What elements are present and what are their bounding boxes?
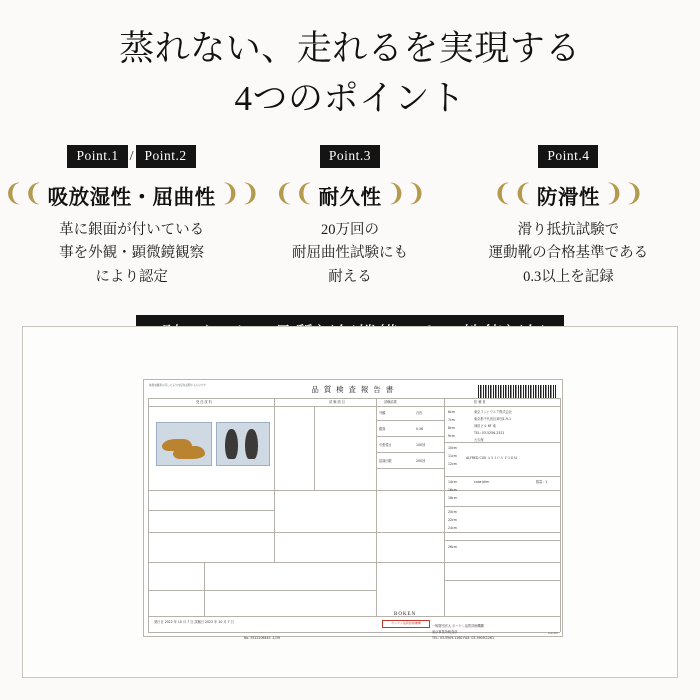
- doc-sample-label: 受 託 試 料: [196, 400, 212, 404]
- measure-item: 16cm: [448, 488, 457, 492]
- doc-tel: TEL: 03-5256-2521: [474, 431, 505, 435]
- point-tag: Point.3: [320, 145, 380, 168]
- laurel-right-icon: ❨❨: [219, 179, 260, 207]
- point-desc-line: 耐える: [328, 268, 372, 285]
- test-row-value: 0.36: [416, 427, 424, 431]
- doc-report-no: No. 3522206445 -1/39: [244, 636, 280, 640]
- headline-line-2: 4つのポイント: [234, 78, 466, 118]
- doc-contact: 大久保: [474, 438, 484, 442]
- point-title: 防滑性: [536, 186, 600, 209]
- doc-qty: 数量 : 1: [536, 480, 548, 484]
- doc-header-note: 検査成績書の写しにより内容を証明するものです: [149, 384, 207, 387]
- point-1-title-row: [3, 180, 259, 210]
- laurel-right-icon: ❨❨: [385, 179, 426, 207]
- doc-title: 品 質 検 査 報 告 書: [311, 385, 395, 394]
- page-title: [0, 0, 700, 123]
- test-row-value: 白色: [416, 411, 423, 415]
- laurel-left-icon: ❨❨: [274, 179, 315, 207]
- measure-item: 9cm: [448, 434, 455, 438]
- doc-footer-tel: TEL: 03-5909-1260 FAX: 03-5909-1261: [432, 636, 494, 640]
- measure-item: 7cm: [448, 418, 455, 422]
- point-desc-line: により認定: [95, 268, 168, 285]
- point-item-2: [242, 145, 457, 289]
- point-2-tags: [320, 145, 380, 168]
- point-2-title-row: [274, 180, 425, 210]
- test-row-name: 銀面: [379, 427, 386, 431]
- point-tag: Point.4: [538, 145, 598, 168]
- measure-item: 10cm: [448, 446, 457, 450]
- test-row-value: 100回: [416, 443, 426, 447]
- doc-product-code: ALFRED COX ＡＳＩＣＳ ＦＯＲＭ: [466, 456, 517, 460]
- test-row-name: 外観: [379, 411, 386, 415]
- measure-item: 18cm: [448, 496, 457, 500]
- shoe-photo-sole: [216, 422, 270, 466]
- red-stamp: ボーケン品質評価機構: [382, 620, 430, 628]
- point-desc-line: 耐屈曲性試験にも: [292, 245, 408, 262]
- point-desc-line: 滑り抵抗試験で: [517, 221, 620, 238]
- barcode-icon: [478, 385, 556, 399]
- tag-separator: /: [129, 148, 134, 164]
- measure-item: 26cm: [448, 545, 457, 549]
- doc-request-label: 依 頼 者: [474, 400, 486, 404]
- test-row-name: 屈曲回数: [379, 459, 392, 463]
- measure-item: 14cm: [448, 480, 457, 484]
- boken-logo: BOKEN: [394, 612, 417, 617]
- doc-address-2: 神田ビル 6F 東: [474, 424, 496, 428]
- measure-item: 12cm: [448, 462, 457, 466]
- measure-item: 22cm: [448, 518, 457, 522]
- point-desc-line: 運動靴の合格基準である: [488, 245, 649, 262]
- doc-company: 東京フットウエア株式会社: [474, 410, 513, 414]
- test-row-value: 200回: [416, 459, 426, 463]
- measure-item: 24cm: [448, 526, 457, 530]
- laurel-right-icon: ❨❨: [603, 179, 645, 207]
- point-title: 吸放湿性・屈曲性: [47, 186, 216, 209]
- point-desc-line: 事を外観・顕微鏡観察: [59, 245, 205, 262]
- point-desc-line: 革に銀面が付いている: [59, 221, 205, 238]
- point-1-description: [59, 219, 204, 289]
- doc-footer-org: 一般財団法人 ボーケン品質評価機構: [432, 624, 484, 628]
- measure-item: 6cm: [448, 410, 455, 414]
- measure-item: 11cm: [448, 454, 457, 458]
- certificate-document: [143, 379, 563, 640]
- point-1-tags: [67, 145, 195, 168]
- doc-date-line: 発行日 2022 年 10 月 7 日 試験日 2022 年 10 月 7 日: [154, 620, 234, 624]
- test-row-name: 引張強さ: [379, 443, 392, 447]
- point-3-tags: [538, 145, 598, 168]
- point-tag: Point.1: [67, 145, 127, 168]
- point-desc-line: 0.3以上を記録: [523, 268, 614, 285]
- point-item-3: [461, 145, 676, 289]
- doc-color: color/dim: [474, 480, 489, 484]
- points-row: [0, 123, 700, 289]
- shoe-photo-side: [156, 422, 212, 466]
- measure-item: 20cm: [448, 510, 457, 514]
- laurel-left-icon: ❨❨: [492, 179, 533, 207]
- point-2-description: [292, 219, 408, 289]
- doc-test-label: 試 験 項 目: [329, 400, 345, 404]
- doc-result-label: 試験結果: [384, 400, 397, 404]
- point-title: 耐久性: [318, 186, 382, 209]
- doc-corner-note: bok/00f: [548, 632, 558, 635]
- point-desc-line: 20万回の: [321, 221, 379, 238]
- point-3-description: [489, 219, 649, 289]
- point-tag: Point.2: [136, 145, 196, 168]
- doc-footer-org-2: 東京事業所検査部: [432, 630, 458, 634]
- doc-address: 東京都千代田区神田1-9-1: [474, 417, 512, 421]
- headline-line-1: 蒸れない、走れるを実現する: [119, 29, 581, 68]
- laurel-left-icon: ❨❨: [3, 179, 44, 207]
- point-3-title-row: [493, 180, 644, 210]
- certificate-image-frame: [22, 326, 678, 678]
- point-item-1: [3, 145, 260, 289]
- measure-item: 8cm: [448, 426, 455, 430]
